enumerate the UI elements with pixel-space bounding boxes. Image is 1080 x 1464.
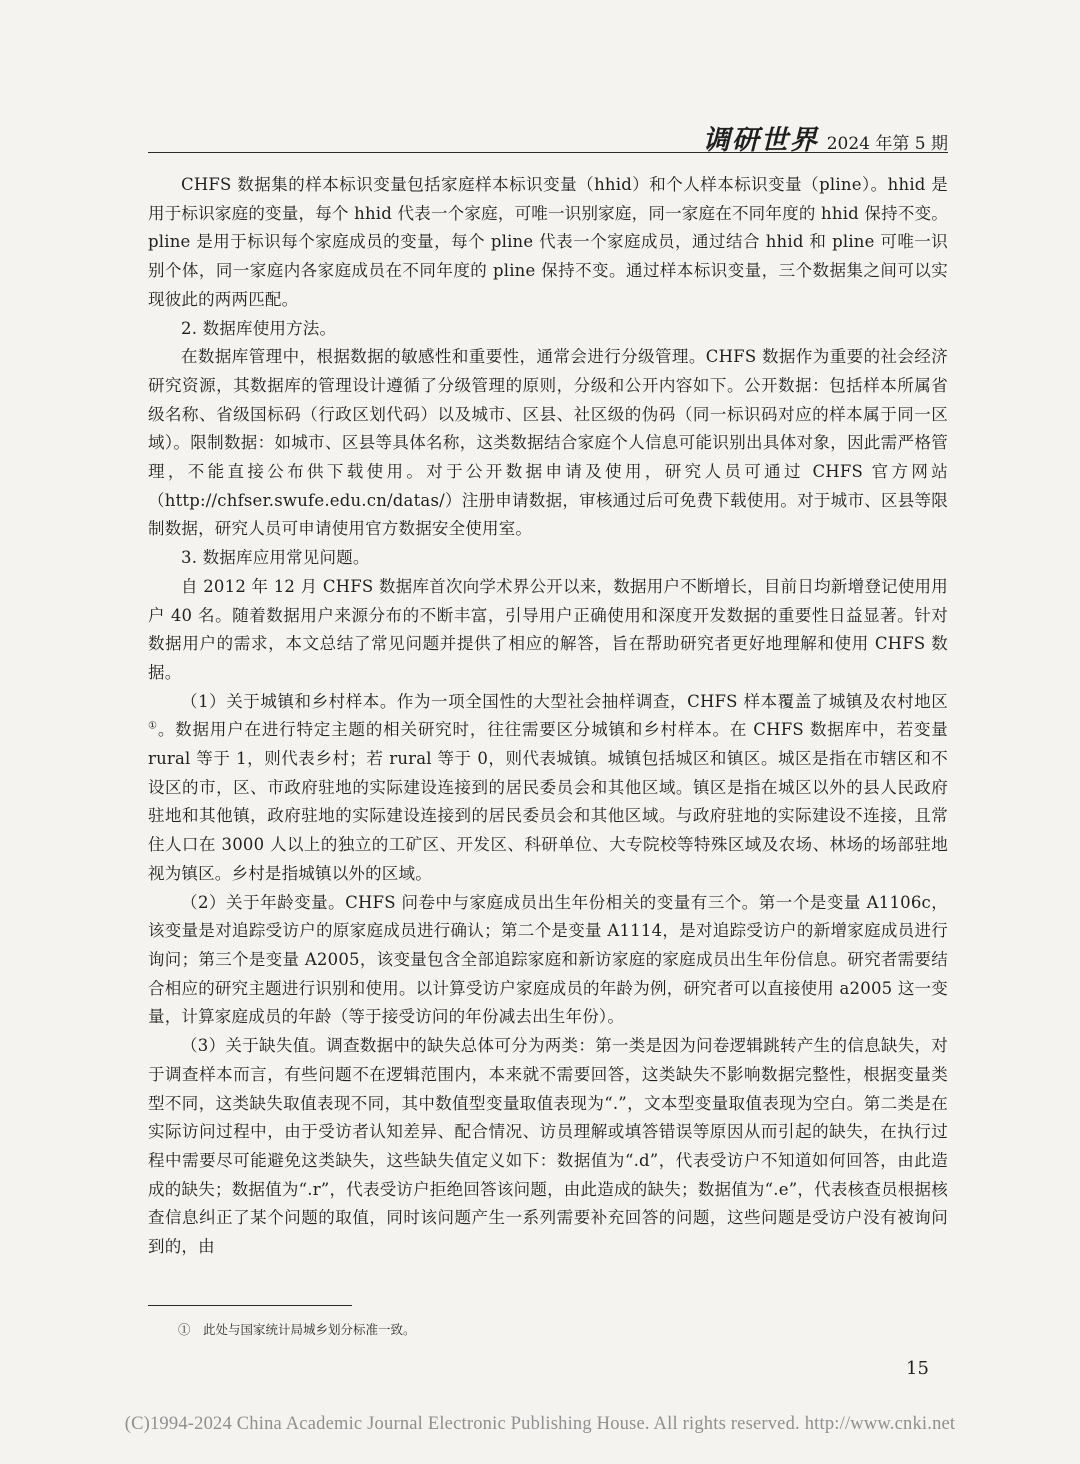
journal-name: 调研世界	[702, 125, 819, 156]
article-body	[148, 171, 948, 1262]
copyright-watermark: (C)1994-2024 China Academic Journal Electronic Publishing House. All rights reserved. http://www.cnki.net	[124, 1414, 956, 1434]
paragraph-age-variable: （2）关于年龄变量。CHFS 问卷中与家庭成员出生年份相关的变量有三个。第一个是变量 A1106c，该变量是对追踪受访户的原家庭成员进行确认；第二个是变量 A1114，是对追踪受访户的新增家庭成员进行询问；第三个是变量 A2005，该变量包含全部追踪家庭和新访家庭的家庭成员出生年份信息。研究者需要结合相应的研究主题进行识别和使用。以计算受访户家庭成员的年龄为例，研究者可以直接使用 a2005 这一变量，计算家庭成员的年龄（等于接受访问的年份减去出生年份）。	[148, 892, 948, 1027]
section-heading-faq: 3. 数据库应用常见问题。	[181, 548, 370, 568]
paragraph-faq-intro: 自 2012 年 12 月 CHFS 数据库首次向学术界公开以来，数据用户不断增长，目前日均新增登记使用用户 40 名。随着数据用户来源分布的不断丰富，引导用户正确使用和深度开发数据的重要性日益显著。针对数据用户的需求，本文总结了常见问题并提供了相应的解答，旨在帮助研究者更好地理解和使用 CHFS 数据。	[148, 576, 948, 682]
paragraph-missing-values: （3）关于缺失值。调查数据中的缺失总体可分为两类：第一类是因为问卷逻辑跳转产生的信息缺失，对于调查样本而言，有些问题不在逻辑范围内，本来就不需要回答，这类缺失不影响数据完整性，根据变量类型不同，这类缺失取值表现不同，其中数值型变量取值表现为“.”，文本型变量取值表现为空白。第二类是在实际访问过程中，由于受访者认知差异、配合情况、访员理解或填答错误等原因从而引起的缺失，在执行过程中需要尽可能避免这类缺失，这些缺失值定义如下：数据值为“.d”，代表受访户不知道如何回答，由此造成的缺失；数据值为“.r”，代表受访户拒绝回答该问题，由此造成的缺失；数据值为“.e”，代表核查员根据核查信息纠正了某个问题的取值，同时该问题产生一系列需要补充回答的问题，这些问题是受访户没有被询问到的，由	[148, 1036, 948, 1257]
section-heading-usage: 2. 数据库使用方法。	[181, 318, 337, 338]
header-rule	[148, 152, 948, 153]
footnote: ① 此处与国家统计局城乡划分标准一致。	[178, 1322, 416, 1337]
footnote-reference[interactable]: ①	[148, 720, 158, 732]
issue-label: 2024 年第 5 期	[826, 134, 948, 154]
urban-rural-text-b: 。数据用户在进行特定主题的相关研究时，往往需要区分城镇和乡村样本。在 CHFS 数据库中，若变量 rural 等于 1，则代表乡村；若 rural 等于 0，则代表城镇。城镇包括城区和镇区。城区是指在市辖区和不设区的市，区、市政府驻地的实际建设连接到的居民委员会和其他区域。镇区是指在城区以外的县人民政府驻地和其他镇，政府驻地的实际建设连接到的居民委员会和其他区域。与政府驻地的实际建设不连接，且常住人口在 3000 人以上的独立的工矿区、开发区、科研单位、大专院校等特殊区域及农场、林场的场部驻地视为镇区。乡村是指城镇以外的区域。	[148, 720, 949, 883]
page-number: 15	[906, 1358, 929, 1379]
footnote-rule	[148, 1305, 352, 1306]
paragraph-sample-id: CHFS 数据集的样本标识变量包括家庭样本标识变量（hhid）和个人样本标识变量（pline）。hhid 是用于标识家庭的变量，每个 hhid 代表一个家庭，可唯一识别家庭，同一家庭在不同年度的 hhid 保持不变。pline 是用于标识每个家庭成员的变量，每个 pline 代表一个家庭成员，通过结合 hhid 和 pline 可唯一识别个体，同一家庭内各家庭成员在不同年度的 pline 保持不变。通过样本标识变量，三个数据集之间可以实现彼此的两两匹配。	[148, 175, 948, 309]
paragraph-data-management: 在数据库管理中，根据数据的敏感性和重要性，通常会进行分级管理。CHFS 数据作为重要的社会经济研究资源，其数据库的管理设计遵循了分级管理的原则，分级和公开内容如下。公开数据：包括样本所属省级名称、省级国标码（行政区划代码）以及城市、区县、社区级的伪码（同一标识码对应的样本属于同一区域）。限制数据：如城市、区县等具体名称，这类数据结合家庭个人信息可能识别出具体对象，因此需严格管理，不能直接公布供下载使用。对于公开数据申请及使用，研究人员可通过 CHFS 官方网站（http://chfser.swufe.edu.cn/datas/）注册申请数据，审核通过后可免费下载使用。对于城市、区县等限制数据，研究人员可申请使用官方数据安全使用室。	[148, 347, 948, 539]
urban-rural-text-a: （1）关于城镇和乡村样本。作为一项全国性的大型社会抽样调查，CHFS 样本覆盖了城镇及农村地区	[181, 691, 948, 711]
paragraph-urban-rural	[148, 688, 948, 889]
